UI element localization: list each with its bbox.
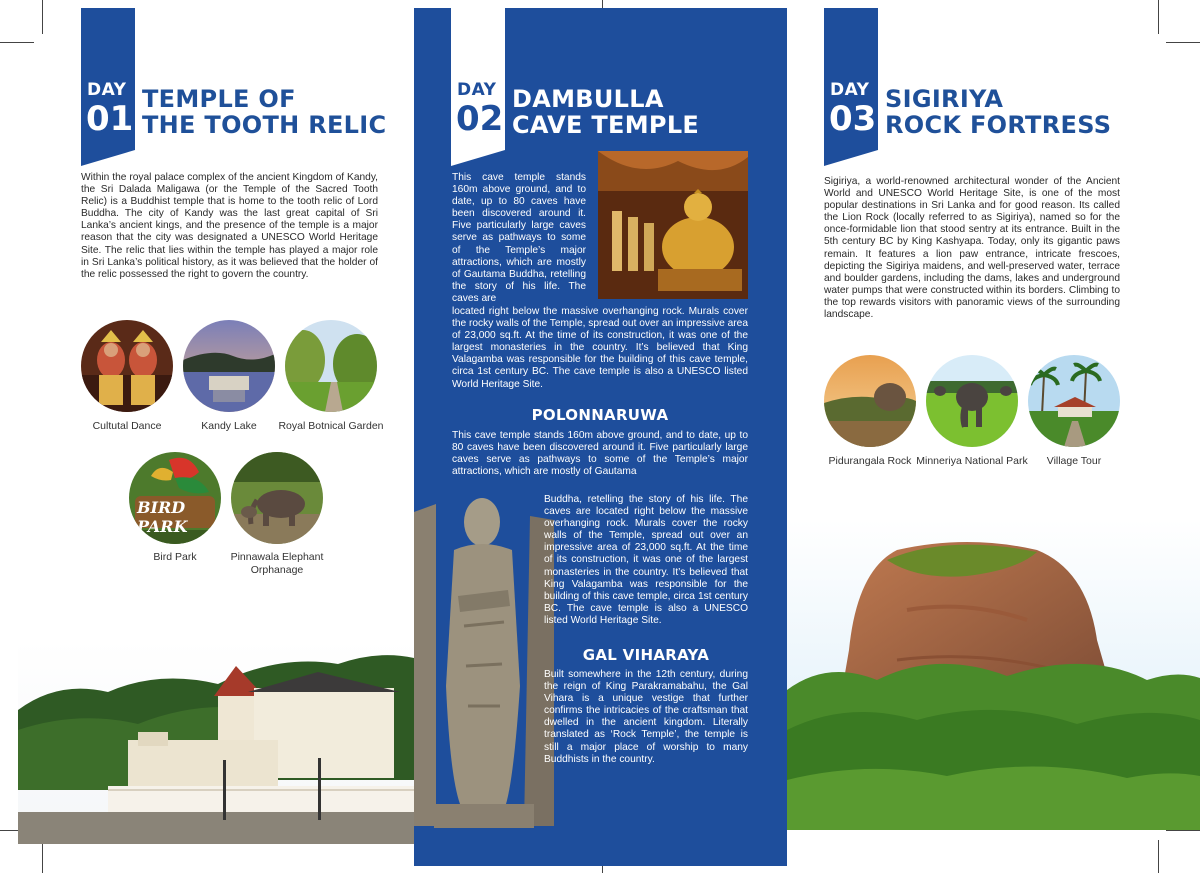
day-description: Within the royal palace complex of the ancient Kingdom of Kandy, the Sri Dalada Maligawa (or the Temple of the Sacred Tooth Relic) is a Buddhist temple that is home to the tooth relic of Lord Buddha. The city of Kandy was the last great capital of Sri Lanka’s ancient kings, and the presence of the temple is a major reason that the city was designated a UNESCO World Heritage Site. The relic that lies within the temple has played a major role in Sri Lanka’s political history, as it was believed that the holder of the relic possessed the right to govern the country. (81, 172, 378, 280)
day-label: DAY (457, 80, 497, 100)
day-number: 03 (829, 99, 877, 139)
title-line-1: DAMBULLA (512, 85, 664, 113)
place-caption: Royal Botnical Garden (278, 420, 384, 432)
day-ribbon (81, 8, 135, 166)
crop-mark (602, 0, 603, 8)
place-caption: Bird Park (153, 551, 197, 563)
title-line-2: CAVE TEMPLE (512, 111, 700, 139)
title-line-1: SIGIRIYA (885, 85, 1004, 113)
cultural-dance-photo (81, 320, 173, 412)
day-01-panel (0, 0, 414, 873)
day-title (512, 86, 699, 138)
kandy-lake-photo (183, 320, 275, 412)
pidurangala-rock-photo (824, 355, 916, 447)
title-line-2: ROCK FORTRESS (885, 111, 1112, 139)
polonnaruwa-heading: POLONNARUWA (531, 406, 669, 424)
polonnaruwa-text-top: This cave temple stands 160m above ground, and to date, up to 80 caves have been discovered around it. Five particularly large caves serve as pathways to some of the Temple’s major attractions, which are mostly of Gautama (452, 430, 748, 478)
polonnaruwa-text-bottom: Buddha, retelling the story of his life. The caves are located right below the massive overhanging rock. Murals cover the rocky walls of the Temple, spread out over an impressive area of 23,000 sq.ft. At the time of its construction, it was one of the largest monasteries in the country. It’s believed that King Valagamba was responsible for the building of this cave temple, circa 1st century BC. The cave temple is also a UNESCO listed World Heritage Site. (544, 494, 748, 626)
dambulla-detail-text: located right below the massive overhanging rock. Murals cover the rocky walls of the Temple, spread out over an impressive area of 23,000 sq.ft. At the time of its construction, it was one of the largest monasteries in the country. It’s believed that King Valagamba was responsible for the building of this cave temple, circa 1st century BC. The cave temple is also a UNESCO listed World Heritage Site. (452, 306, 748, 390)
bird-park-photo (129, 452, 221, 544)
gal-viharaya-text: Built somewhere in the 12th century, during the reign of King Parakramabahu, the Gal Vihara is a unique vestige that further confirms the intricacies of the craftsman that dwelled in the ancient kingdom. Literally translated as ‘Rock Temple’, the temple is still a major place of worship to many Buddhists in the country. (544, 669, 748, 765)
place-caption: Village Tour (1046, 455, 1102, 467)
gal-viharaya-heading: GAL VIHARAYA (582, 646, 710, 664)
title-line-1: TEMPLE OF (142, 85, 296, 113)
place-caption: Pinnawala Elephant Orphanage (230, 551, 324, 576)
place-caption: Cultutal Dance (92, 420, 162, 432)
day-03-panel (787, 0, 1200, 873)
bird-park-sign-text: BIRD PARK (137, 498, 188, 536)
place-caption: Minneriya National Park (916, 455, 1028, 467)
pinnawala-elephant-photo (231, 452, 323, 544)
place-caption: Kandy Lake (201, 420, 257, 432)
village-tour-photo (1028, 355, 1120, 447)
royal-botanical-garden-photo (285, 320, 377, 412)
day-label: DAY (830, 80, 870, 100)
day-number: 01 (86, 99, 134, 139)
day-title (885, 86, 1111, 138)
day-title (142, 86, 386, 138)
place-caption: Pidurangala Rock (828, 455, 912, 467)
day-label: DAY (87, 80, 127, 100)
dambulla-intro-text: This cave temple stands 160m above ground, and to date, up to 80 caves have been discovered around it. Five particularly large caves serve as pathways to some of the Temple’s major attractions, which are mostly of Gautama Buddha, retelling the story of his life. The caves are (452, 172, 586, 304)
sigiriya-rock-photo (787, 520, 1200, 830)
temple-of-tooth-photo (18, 640, 414, 844)
day-02-panel (414, 8, 787, 866)
day-ribbon (451, 8, 505, 166)
title-line-2: THE TOOTH RELIC (142, 111, 387, 139)
day-number: 02 (456, 99, 504, 139)
dambulla-buddha-photo (598, 151, 748, 299)
day-description: Sigiriya, a world-renowned architectural wonder of the Ancient World and UNESCO World Heritage Site, is one of the most popular destinations in Sri Lanka and for good reason. Its called the Lion Rock (locally referred to as Sigiriya), named so for the once-formidable lion that stood sentry at its entrance. Built in the 5th century BC by King Kashyapa. Today, only its gigantic paws remain. It features a lion paw entrance, intricate frescoes, depicting the Sigiriya maidens, and well-preserved water, terrace and boulder gardens, including the dams, lakes and underground water pumps that were constructed within its borders. Climbing to the top rewards visitors with panoramic views of the surrounding landscape. (824, 176, 1120, 321)
minneriya-national-park-photo (926, 355, 1018, 447)
gal-vihara-statue-photo (414, 486, 554, 838)
day-ribbon (824, 8, 878, 166)
